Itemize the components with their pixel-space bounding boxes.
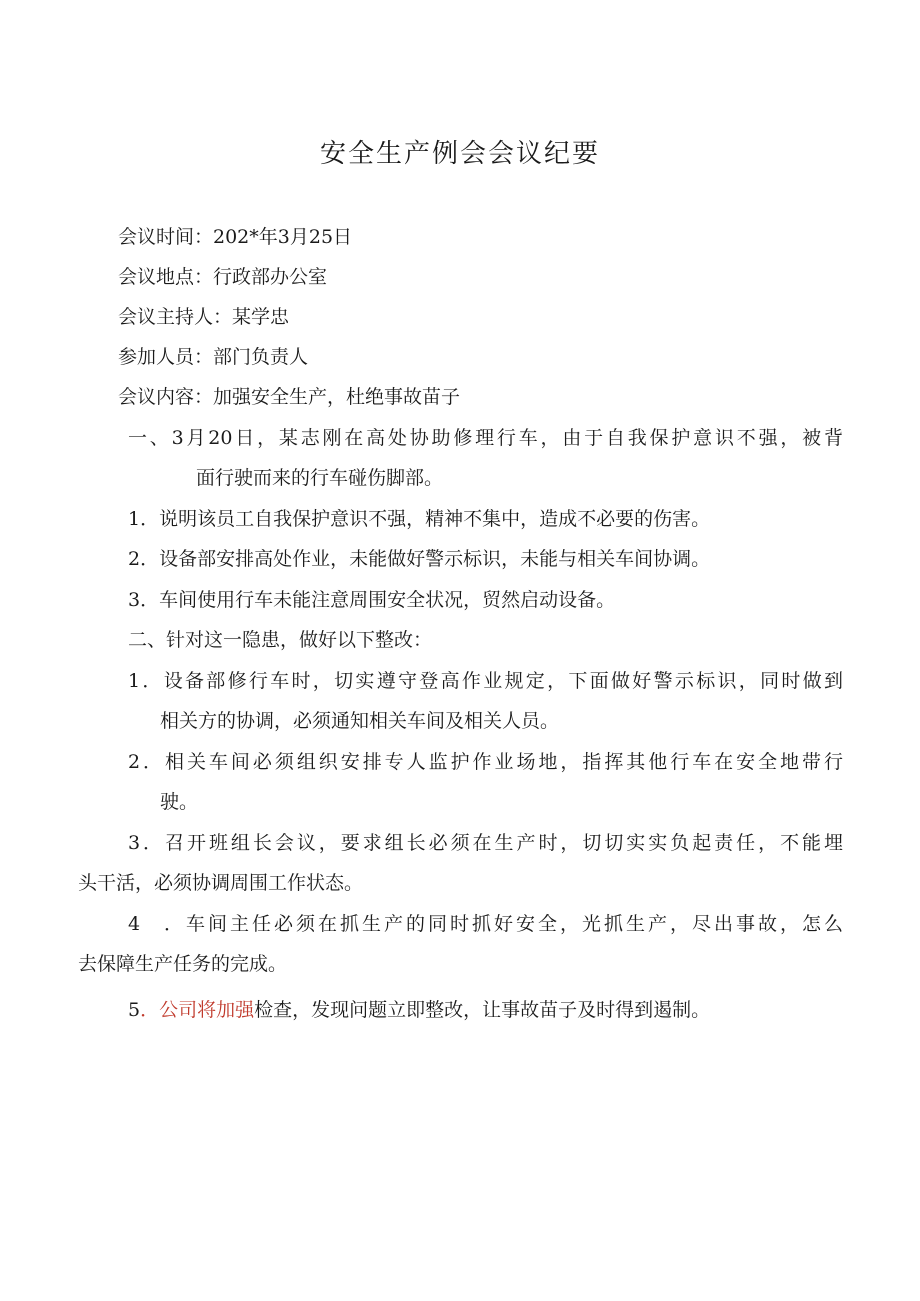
section1-item-3: 3．车间使用行车未能注意周围安全状况，贸然启动设备。 [128, 589, 616, 611]
section2-item5-number: 5 [128, 999, 141, 1021]
section2-item3-line1: 3．召开班组长会议，要求组长必须在生产时，切切实实负起责任，不能埋 [128, 832, 843, 854]
section1-heading-line2: 面行驶而来的行车碰伤脚部。 [196, 467, 444, 489]
section2-item4-line1: ．车间主任必须在抓生产的同时抓好安全，光抓生产，尽出事故，怎么 [164, 913, 843, 935]
section2-item1-line2: 相关方的协调，必须通知相关车间及相关人员。 [160, 710, 560, 732]
meeting-host: 会议主持人：某学忠 [118, 306, 290, 328]
section2-item4-line2: 去保障生产任务的完成。 [78, 953, 288, 975]
section1-heading-line1: 一、3月20日，某志刚在高处协助修理行车，由于自我保护意识不强，被背 [128, 427, 843, 449]
section2-item5-text: 检查，发现问题立即整改，让事故苗子及时得到遏制。 [254, 999, 711, 1021]
section1-item-2: 2．设备部安排高处作业，未能做好警示标识，未能与相关车间协调。 [128, 548, 711, 570]
meeting-attendees: 参加人员：部门负责人 [118, 346, 309, 368]
section2-item5 [128, 997, 710, 1023]
section2-item1-line1: 1．设备部修行车时，切实遵守登高作业规定，下面做好警示标识，同时做到 [128, 670, 843, 692]
section1-item-1: 1．说明该员工自我保护意识不强，精神不集中，造成不必要的伤害。 [128, 508, 711, 530]
section2-item4-number: 4 [128, 913, 141, 935]
meeting-time: 会议时间：202*年3月25日 [118, 226, 353, 248]
section2-heading: 二、针对这一隐患，做好以下整改： [128, 629, 433, 651]
meeting-content: 会议内容：加强安全生产，杜绝事故苗子 [118, 386, 461, 408]
document-title: 安全生产例会会议纪要 [319, 139, 600, 169]
section2-item3-line2: 头干活，必须协调周围工作状态。 [78, 872, 364, 894]
section2-item2-line2: 驶。 [160, 791, 199, 813]
section2-item2-line1: 2．相关车间必须组织安排专人监护作业场地，指挥其他行车在安全地带行 [128, 751, 843, 773]
meeting-place: 会议地点：行政部办公室 [118, 266, 328, 288]
section2-item5-highlight: ．公司将加强 [140, 999, 255, 1021]
